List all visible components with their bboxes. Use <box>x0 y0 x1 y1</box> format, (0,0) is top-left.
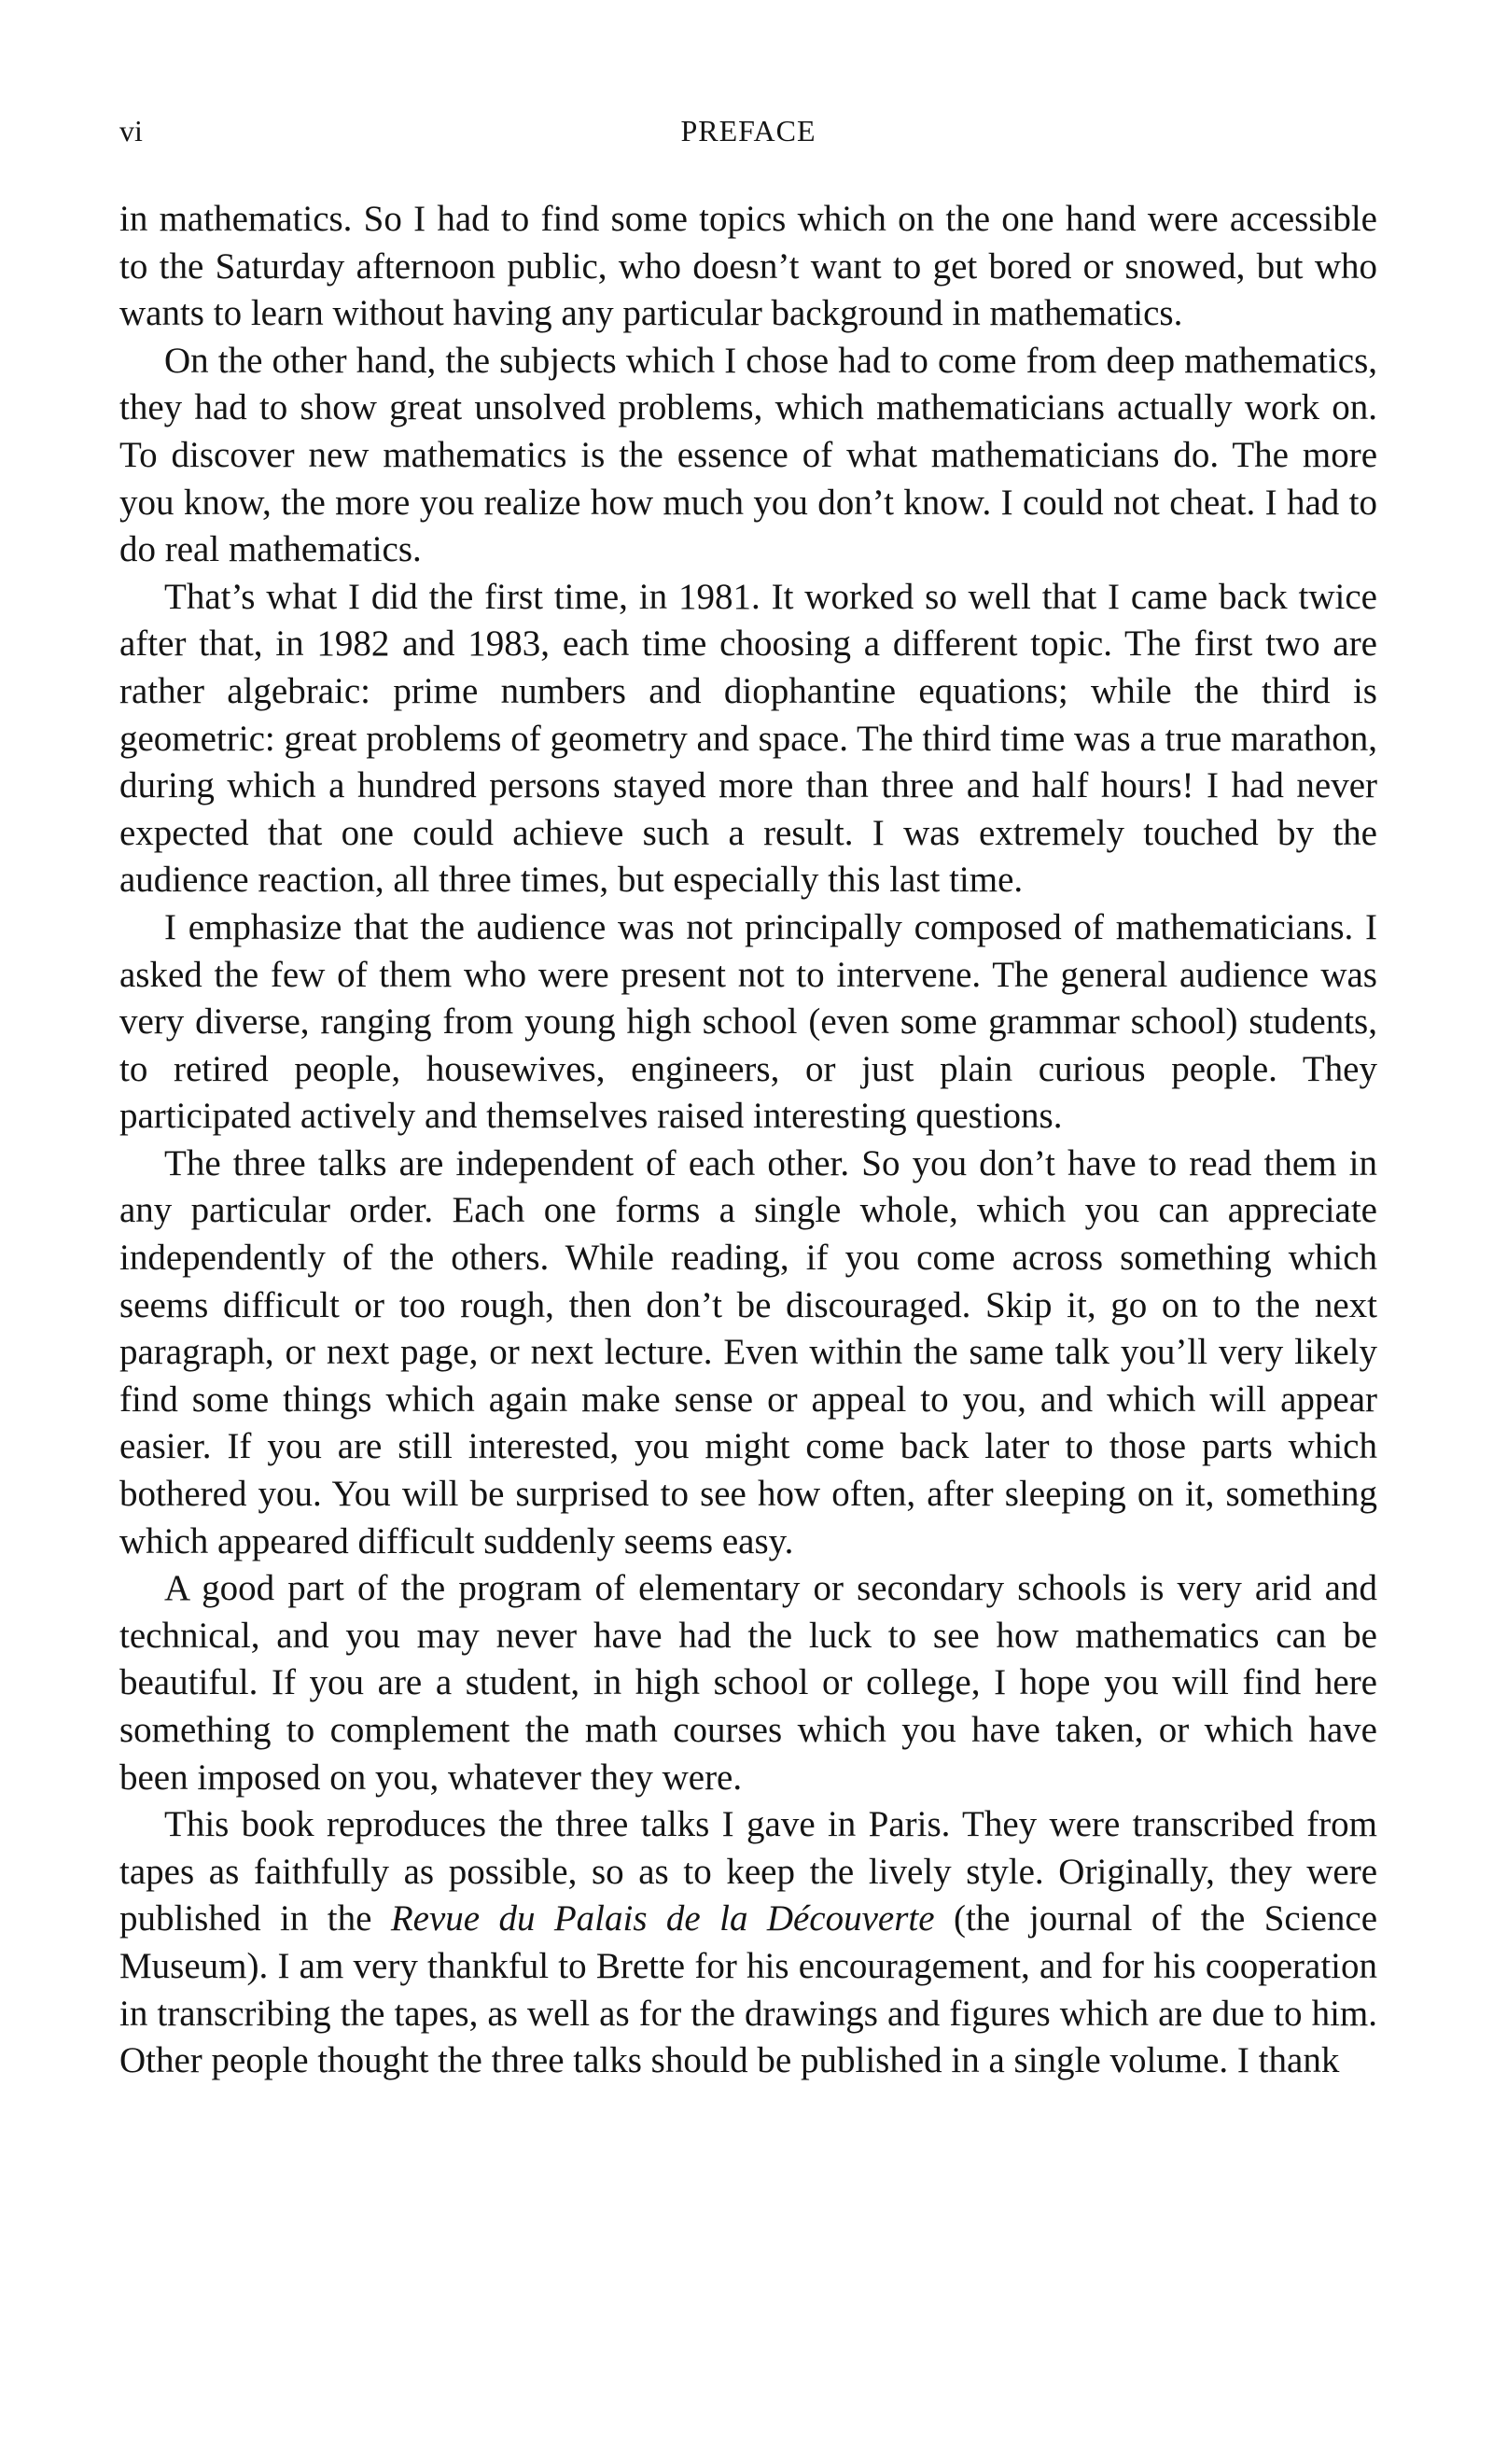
book-page <box>119 0 1377 2464</box>
running-title: PREFACE <box>680 114 816 147</box>
paragraph-5: The three talks are independent of each other. So you don’t have to read them in any particular order. Each one forms a single whole, which you can appreciate independently of the others. While reading, if you come across something which seems difficult or too rough, then don’t be discouraged. Skip it, go on to the next paragraph, or next page, or next lecture. Even within the same talk you’ll very likely find some things which again make sense or appeal to you, and which will appear easier. If you are still interested, you might come back later to those parts which bothered you. You will be surprised to see how often, after sleeping on it, something which appeared difficult suddenly seems easy. <box>119 1142 1377 1561</box>
paragraph-7 <box>119 1801 1377 2085</box>
journal-title-italic: Revue du Palais de la Découverte <box>390 1898 935 1939</box>
paragraph-6: A good part of the program of elementary or secondary schools is very arid and technical, and you may never have had the luck to see how mathematics can be beautiful. If you are a student, in high school or college, I hope you will find here something to complement the math courses which you have taken, or which have been imposed on you, whatever they were. <box>119 1568 1377 1798</box>
paragraph-2: On the other hand, the subjects which I chose had to come from deep mathematics, they had to show great unsolved problems, which mathematicians actually work on. To discover new mathematics is the essence of what mathematicians do. The more you know, the more you realize how much you don’t know. I could not cheat. I had to do real mathematics. <box>119 340 1377 570</box>
body-text <box>119 196 1377 2085</box>
paragraph-1: in mathematics. So I had to find some topics which on the one hand were accessible to the Saturday afternoon public, who doesn’t want to get bored or snowed, but who wants to learn without having any particular background in mathematics. <box>119 199 1377 334</box>
paragraph-4: I emphasize that the audience was not principally composed of mathematicians. I asked the few of them who were present not to intervene. The general audience was very diverse, ranging from young high school (even some grammar school) students, to retired people, housewives, engineers, or just plain curious people. They participated actively and themselves raised interesting questions. <box>119 906 1377 1137</box>
paragraph-3: That’s what I did the first time, in 1981. It worked so well that I came back twice after that, in 1982 and 1983, each time choosing a different topic. The first two are rather algebraic: prime numbers and diophantine equations; while the third is geometric: great problems of geometry and space. The third time was a true marathon, during which a hundred persons stayed more than three and half hours! I had never expected that one could achieve such a result. I was extremely touched by the audience reaction, all three times, but especially this last time. <box>119 576 1377 901</box>
running-head <box>119 108 1377 153</box>
page-number: vi <box>119 114 143 147</box>
paragraph-7-text-start: This book reproduces the three talks I gave in Paris. They were transcribed from tapes as faithfully as possible, so as to keep the lively style. Originally, they were published in the <box>119 1804 1377 1939</box>
paragraph-7-text-end: (the journal of the Science Museum). I am very thankful to Brette for his encouragement, and for his cooperation in transcribing the tapes, as well as for the drawings and figures which are due to him. Other people thought the three talks should be published in a single volume. I thank <box>119 1898 1378 2081</box>
